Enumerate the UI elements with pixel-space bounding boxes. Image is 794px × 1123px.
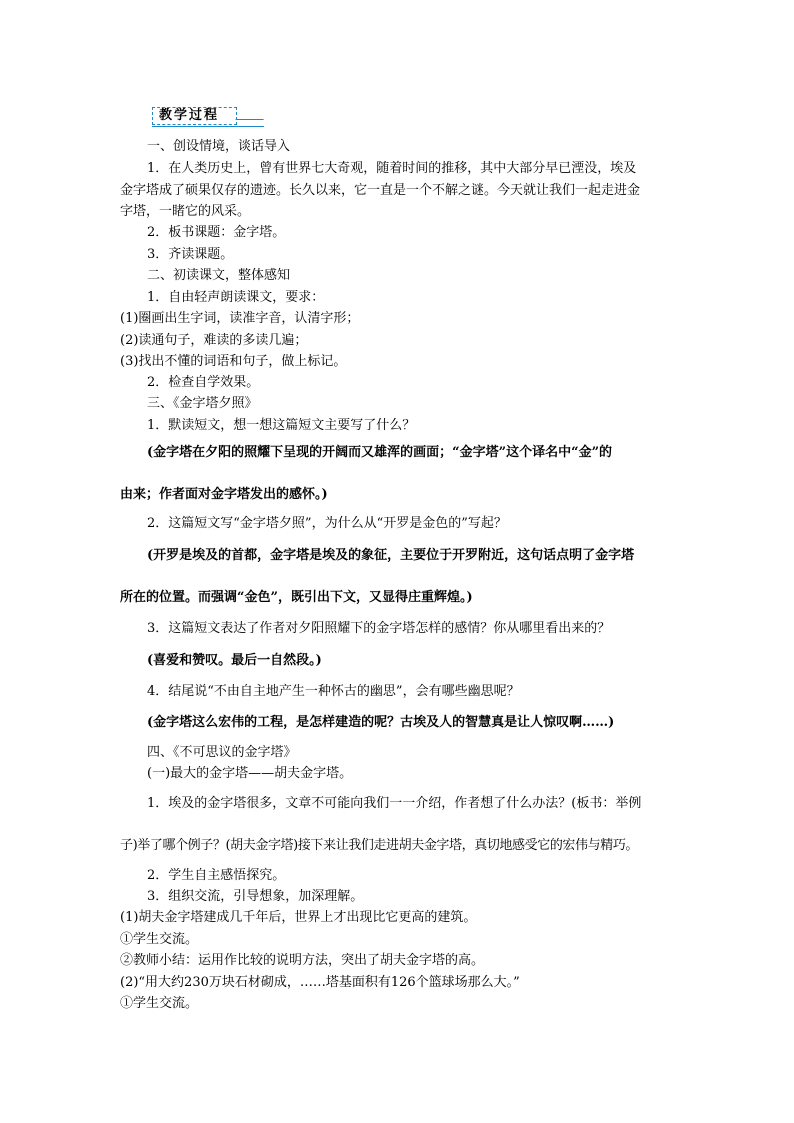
paragraph-line: 2．检查自学效果。 <box>147 375 260 390</box>
section-title: 教学过程 <box>159 108 220 123</box>
heading-4: 四、《不可思议的金字塔》 <box>147 745 297 760</box>
paragraph-line: 1．在人类历史上，曾有世界七大奇观，随着时间的推移，其中大部分早已湮没，埃及 <box>147 161 637 176</box>
answer-line: (喜爱和赞叹。最后一自然段。) <box>147 653 322 668</box>
subheading-line: (一)最大的金字塔——胡夫金字塔。 <box>147 766 353 781</box>
paragraph-line: 1．自由轻声朗读课文，要求： <box>147 290 325 305</box>
section-title-box <box>152 107 264 131</box>
answer-line: 所在的位置。而强调“金色”，既引出下文，又显得庄重辉煌。) <box>120 590 473 605</box>
answer-line: 由来；作者面对金字塔发出的感怀。) <box>120 487 328 502</box>
paragraph-line: 2．板书课题：金字塔。 <box>147 225 286 240</box>
question-line: 2．这篇短文写“金字塔夕照”，为什么从“开罗是金色的”写起？ <box>147 516 507 531</box>
question-line: 3．这篇短文表达了作者对夕阳照耀下的金字塔怎样的感情？你从哪里看出来的？ <box>147 621 611 636</box>
answer-line: (金字塔这么宏伟的工程，是怎样建造的呢？古埃及人的智慧真是让人惊叹啊……) <box>147 715 615 730</box>
answer-line: (金字塔在夕阳的照耀下呈现的开阔而又雄浑的画面；“金字塔”这个译名中“金”的 <box>147 445 613 460</box>
paragraph-line: (2)读通句子，难读的多读几遍； <box>120 333 308 348</box>
paragraph-line: 字塔，一睹它的风采。 <box>120 204 251 219</box>
question-line: 子)举了哪个例子？(胡夫金字塔)接下来让我们走进胡夫金字塔，真切地感受它的宏伟与精巧。 <box>120 838 639 853</box>
heading-1: 一、创设情境，谈话导入 <box>147 139 291 154</box>
paragraph-line: (2)“用大约230万块石材砌成，……塔基面积有126个篮球场那么大。” <box>120 975 520 990</box>
heading-2: 二、初读课文，整体感知 <box>147 268 291 283</box>
paragraph-line: 金字塔成了硕果仅存的遗迹。长久以来，它一直是一个不解之谜。今天就让我们一起走进金 <box>120 183 641 198</box>
answer-line: (开罗是埃及的首都，金字塔是埃及的象征，主要位于开罗附近，这句话点明了金字塔 <box>147 548 635 563</box>
paragraph-line: (1)胡夫金字塔建成几千年后，世界上才出现比它更高的建筑。 <box>120 910 477 925</box>
paragraph-line: 3．组织交流，引导想象，加深理解。 <box>147 889 364 904</box>
paragraph-line: ①学生交流。 <box>120 932 199 947</box>
question-line: 1．埃及的金字塔很多，文章不可能向我们一一介绍，作者想了什么办法？(板书：举例 <box>147 796 642 811</box>
question-line: 1．默读短文，想一想这篇短文主要写了什么？ <box>147 418 416 433</box>
paragraph-line: (1)圈画出生字词，读准字音，认清字形； <box>120 311 360 326</box>
paragraph-line: ①学生交流。 <box>120 996 199 1011</box>
paragraph-line: 3．齐读课题。 <box>147 247 234 262</box>
question-line: 4．结尾说“不由自主地产生一种怀古的幽思”，会有哪些幽思呢？ <box>147 684 520 699</box>
paragraph-line: 2．学生自主感悟探究。 <box>147 868 286 883</box>
paragraph-line: (3)找出不懂的词语和句子，做上标记。 <box>120 354 347 369</box>
heading-3: 三、《金字塔夕照》 <box>147 396 258 411</box>
paragraph-line: ②教师小结：运用作比较的说明方法，突出了胡夫金字塔的高。 <box>120 953 485 968</box>
